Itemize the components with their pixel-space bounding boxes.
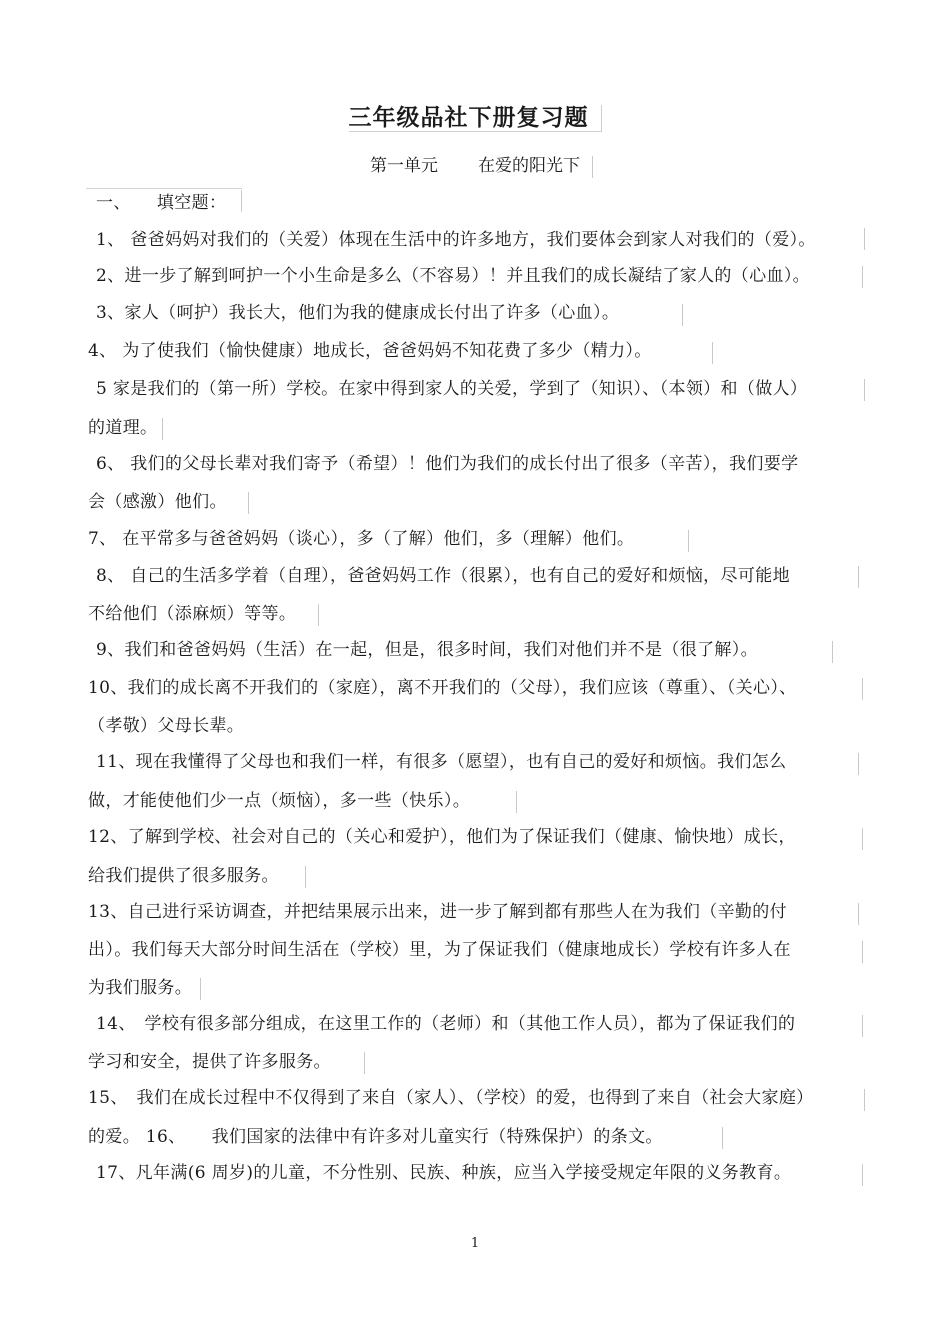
question-line: 7、 在平常多与爸爸妈妈（谈心），多（了解）他们，多（理解）他们。 bbox=[88, 529, 635, 549]
edit-mark bbox=[858, 753, 859, 775]
edit-mark bbox=[722, 1127, 723, 1149]
question-line: 为我们服务。 bbox=[88, 978, 193, 998]
edit-mark bbox=[712, 342, 713, 364]
question-line: 4、 为了使我们（愉快健康）地成长，爸爸妈妈不知花费了多少（精力）。 bbox=[88, 341, 652, 361]
question-line: 13、自己进行采访调查，并把结果展示出来，进一步了解到都有那些人在为我们（辛勤的付 bbox=[88, 902, 787, 922]
edit-mark bbox=[864, 228, 865, 250]
question-line: 的爱。 16、 我们国家的法律中有许多对儿童实行（特殊保护）的条文。 bbox=[88, 1127, 663, 1147]
edit-mark bbox=[864, 379, 865, 401]
question-line: 14、 学校有很多部分组成，在这里工作的（老师）和（其他工作人员），都为了保证我们的 bbox=[96, 1014, 796, 1034]
edit-mark bbox=[858, 903, 859, 925]
question-line: 会（感激）他们。 bbox=[88, 492, 227, 512]
edit-mark bbox=[241, 190, 242, 212]
edit-mark bbox=[862, 1015, 863, 1037]
question-line: 17、凡年满(6 周岁)的儿童，不分性别、民族、种族，应当入学接受规定年限的义务教育。 bbox=[96, 1163, 792, 1183]
question-line: 6、 我们的父母长辈对我们寄予（希望）！他们为我们的成长付出了很多（辛苦），我们要学 bbox=[96, 454, 799, 474]
question-line: 11、现在我懂得了父母也和我们一样，有很多（愿望），也有自己的爱好和烦恼。我们怎么 bbox=[96, 752, 787, 772]
edit-mark bbox=[86, 188, 242, 189]
question-line: 9、我们和爸爸妈妈（生活）在一起，但是，很多时间，我们对他们并不是（很了解）。 bbox=[96, 640, 758, 660]
question-line: 1、 爸爸妈妈对我们的（关爱）体现在生活中的许多地方，我们要体会到家人对我们的（爱）。 bbox=[96, 230, 816, 250]
question-line: 8、 自己的生活多学着（自理），爸爸妈妈工作（很累），也有自己的爱好和烦恼，尽可能地 bbox=[96, 566, 790, 586]
question-line: 10、我们的成长离不开我们的（家庭），离不开我们的（父母），我们应该（尊重）、（关心）、 bbox=[88, 678, 797, 698]
edit-mark bbox=[864, 1089, 865, 1111]
edit-mark bbox=[858, 566, 859, 588]
question-line: 的道理。 bbox=[88, 418, 158, 438]
edit-mark bbox=[162, 418, 163, 440]
edit-mark bbox=[200, 978, 201, 1000]
edit-mark bbox=[688, 530, 689, 552]
edit-mark bbox=[862, 828, 863, 850]
question-line: 出）。我们每天大部分时间生活在（学校）里，为了保证我们（健康地成长）学校有许多人在 bbox=[88, 940, 791, 960]
edit-mark bbox=[862, 941, 863, 963]
question-line: （孝敬）父母长辈。 bbox=[88, 716, 245, 736]
edit-mark bbox=[862, 1164, 863, 1186]
edit-mark bbox=[592, 156, 593, 178]
question-line: 5 家是我们的（第一所）学校。在家中得到家人的关爱，学到了（知识）、（本领）和（做人） bbox=[96, 379, 808, 399]
unit-heading bbox=[0, 152, 950, 180]
question-line: 做，才能使他们少一点（烦恼），多一些（快乐）。 bbox=[88, 791, 471, 811]
question-line: 不给他们（添麻烦）等等。 bbox=[88, 604, 297, 624]
edit-mark bbox=[682, 304, 683, 326]
edit-mark bbox=[318, 604, 319, 626]
document-title: 三年级品社下册复习题 bbox=[0, 98, 950, 138]
question-line: 学习和安全，提供了许多服务。 bbox=[88, 1052, 331, 1072]
section-heading: 一、 填空题： bbox=[96, 193, 227, 213]
edit-mark bbox=[862, 678, 863, 700]
question-line: 给我们提供了很多服务。 bbox=[88, 866, 279, 886]
question-line: 15、 我们在成长过程中不仅得到了来自（家人）、（学校）的爱，也得到了来自（社会大家庭） bbox=[88, 1088, 814, 1108]
edit-mark bbox=[305, 866, 306, 888]
unit-title: 在爱的阳光下 bbox=[478, 156, 580, 176]
page-number: 1 bbox=[470, 1236, 480, 1251]
unit-number: 第一单元 bbox=[370, 156, 438, 176]
question-line: 2、进一步了解到呵护一个小生命是多么（不容易）！并且我们的成长凝结了家人的（心血）。 bbox=[96, 266, 811, 286]
edit-mark bbox=[248, 492, 249, 514]
edit-mark bbox=[862, 266, 863, 288]
edit-mark bbox=[516, 791, 517, 813]
edit-mark bbox=[832, 641, 833, 663]
question-line: 12、了解到学校、社会对自己的（关心和爱护），他们为了保证我们（健康、愉快地）成长， bbox=[88, 827, 796, 847]
edit-mark bbox=[364, 1052, 365, 1074]
question-line: 3、家人（呵护）我长大，他们为我的健康成长付出了许多（心血）。 bbox=[96, 303, 620, 323]
